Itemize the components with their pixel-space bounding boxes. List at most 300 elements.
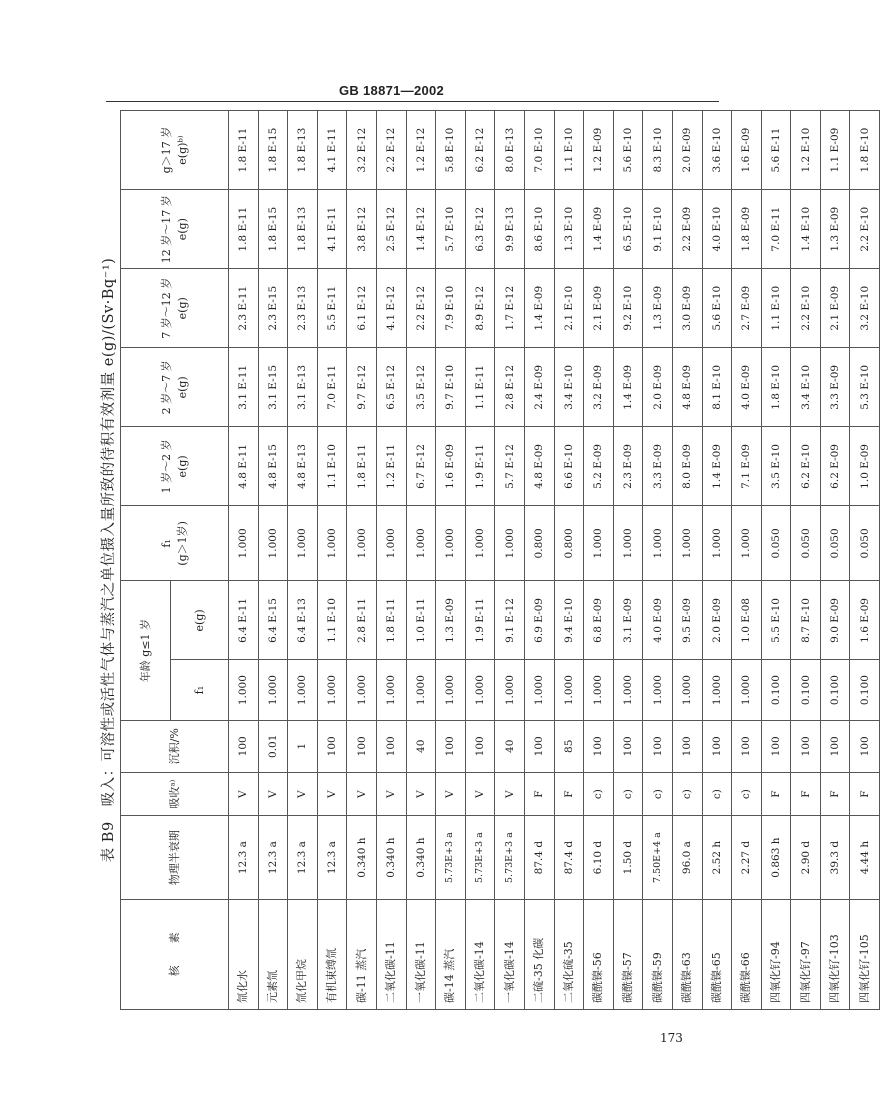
cell-e-12-17: 9.1 E-10 — [643, 190, 673, 269]
adult-header — [121, 111, 229, 190]
cell-e-adult: 1.8 E-10 — [850, 111, 880, 190]
cell-e-2-7: 3.4 E-10 — [791, 348, 821, 427]
cell-deposition: 100 — [761, 720, 791, 772]
cell-f1: 0.100 — [820, 660, 850, 720]
cell-absorption: c) — [672, 772, 702, 816]
cell-f1-older: 1.000 — [436, 506, 466, 581]
cell-e-infant: 3.1 E-09 — [613, 581, 643, 660]
cell-f1: 0.100 — [761, 660, 791, 720]
cell-e-2-7: 1.8 E-10 — [761, 348, 791, 427]
cell-f1-older: 0.050 — [761, 506, 791, 581]
table-row — [347, 111, 377, 1010]
cell-half-life: 5.73E+3 a — [465, 816, 495, 899]
cell-e-infant: 9.1 E-12 — [495, 581, 525, 660]
table-row — [229, 111, 259, 1010]
age-2-7-header — [121, 348, 229, 427]
cell-e-2-7: 5.3 E-10 — [850, 348, 880, 427]
cell-half-life: 4.44 h — [850, 816, 880, 899]
cell-f1: 1.000 — [495, 660, 525, 720]
cell-e-12-17: 9.9 E-13 — [495, 190, 525, 269]
cell-e-infant: 9.4 E-10 — [554, 581, 584, 660]
cell-e-adult: 1.2 E-12 — [406, 111, 436, 190]
cell-e-2-7: 8.1 E-10 — [702, 348, 732, 427]
cell-e-2-7: 7.0 E-11 — [317, 348, 347, 427]
cell-e-7-12: 2.3 E-15 — [258, 269, 288, 348]
cell-e-adult: 1.8 E-13 — [288, 111, 318, 190]
cell-deposition: 40 — [406, 720, 436, 772]
cell-f1: 1.000 — [732, 660, 762, 720]
cell-f1: 0.100 — [791, 660, 821, 720]
cell-e-1-2: 4.8 E-11 — [229, 427, 259, 506]
table-body — [229, 111, 880, 1010]
f1-infant-header: f₁ — [171, 660, 229, 720]
cell-half-life: 1.50 d — [613, 816, 643, 899]
cell-absorption: F — [524, 772, 554, 816]
cell-e-7-12: 2.3 E-13 — [288, 269, 318, 348]
cell-e-infant: 6.8 E-09 — [584, 581, 614, 660]
cell-deposition: 100 — [791, 720, 821, 772]
table-row — [436, 111, 466, 1010]
cell-e-adult: 4.1 E-11 — [317, 111, 347, 190]
cell-nuclide: 四氧化钌-103 — [820, 899, 850, 1009]
cell-absorption: V — [495, 772, 525, 816]
table-row — [672, 111, 702, 1010]
age-7-12-header — [121, 269, 229, 348]
f1-older-label: f₁ — [159, 539, 173, 548]
cell-absorption: V — [436, 772, 466, 816]
cell-f1: 1.000 — [376, 660, 406, 720]
cell-deposition: 100 — [672, 720, 702, 772]
cell-e-7-12: 1.3 E-09 — [643, 269, 673, 348]
cell-e-7-12: 2.1 E-09 — [820, 269, 850, 348]
table-row — [465, 111, 495, 1010]
cell-f1-older: 1.000 — [317, 506, 347, 581]
cell-nuclide: 二氧化硫-35 — [554, 899, 584, 1009]
cell-nuclide: 碳酰镍-65 — [702, 899, 732, 1009]
adult-label: g＞17 岁 — [159, 126, 173, 174]
cell-absorption: c) — [732, 772, 762, 816]
cell-e-7-12: 1.4 E-09 — [524, 269, 554, 348]
cell-e-12-17: 6.5 E-10 — [613, 190, 643, 269]
cell-e-adult: 2.0 E-09 — [672, 111, 702, 190]
cell-e-12-17: 1.3 E-10 — [554, 190, 584, 269]
cell-half-life: 87.4 d — [554, 816, 584, 899]
cell-nuclide: 一氧化碳-14 — [495, 899, 525, 1009]
cell-e-infant: 9.0 E-09 — [820, 581, 850, 660]
cell-absorption: c) — [613, 772, 643, 816]
cell-half-life: 12.3 a — [258, 816, 288, 899]
cell-e-1-2: 5.7 E-12 — [495, 427, 525, 506]
cell-e-2-7: 4.8 E-09 — [672, 348, 702, 427]
cell-f1-older: 1.000 — [643, 506, 673, 581]
cell-deposition: 100 — [524, 720, 554, 772]
table-title: 表 B9 吸入：可溶性或活性气体与蒸汽之单位摄入量所致的待积有效剂量 e(g)/(Sv·Bq⁻¹) — [101, 257, 117, 863]
cell-f1: 1.000 — [643, 660, 673, 720]
cell-nuclide: 碳-11 蒸汽 — [347, 899, 377, 1009]
cell-e-adult: 3.2 E-12 — [347, 111, 377, 190]
table-row — [376, 111, 406, 1010]
cell-e-12-17: 4.0 E-10 — [702, 190, 732, 269]
cell-deposition: 100 — [376, 720, 406, 772]
cell-half-life: 6.10 d — [584, 816, 614, 899]
cell-e-infant: 1.0 E-11 — [406, 581, 436, 660]
cell-f1: 1.000 — [584, 660, 614, 720]
cell-e-adult: 1.2 E-10 — [791, 111, 821, 190]
cell-half-life: 12.3 a — [288, 816, 318, 899]
cell-e-7-12: 7.9 E-10 — [436, 269, 466, 348]
cell-absorption: V — [317, 772, 347, 816]
cell-e-adult: 7.0 E-10 — [524, 111, 554, 190]
cell-e-adult: 5.6 E-10 — [613, 111, 643, 190]
cell-e-7-12: 1.7 E-12 — [495, 269, 525, 348]
cell-e-1-2: 1.1 E-10 — [317, 427, 347, 506]
table-row — [495, 111, 525, 1010]
cell-f1-older: 0.050 — [820, 506, 850, 581]
cell-f1-older: 1.000 — [376, 506, 406, 581]
cell-nuclide: 碳酰镍-57 — [613, 899, 643, 1009]
cell-e-7-12: 2.3 E-11 — [229, 269, 259, 348]
cell-e-adult: 8.3 E-10 — [643, 111, 673, 190]
cell-absorption: c) — [584, 772, 614, 816]
cell-deposition: 100 — [702, 720, 732, 772]
cell-deposition: 100 — [643, 720, 673, 772]
age-12-17-label: 12 岁～17 岁 — [159, 195, 173, 264]
dose-coefficient-table — [120, 110, 880, 1010]
cell-e-2-7: 3.1 E-11 — [229, 348, 259, 427]
cell-deposition: 100 — [465, 720, 495, 772]
table-row — [554, 111, 584, 1010]
cell-nuclide: 碳-14 蒸汽 — [436, 899, 466, 1009]
cell-half-life: 5.73E+3 a — [436, 816, 466, 899]
cell-deposition: 100 — [850, 720, 880, 772]
cell-e-adult: 6.2 E-12 — [465, 111, 495, 190]
cell-nuclide: 二氧化碳-11 — [376, 899, 406, 1009]
cell-e-adult: 2.2 E-12 — [376, 111, 406, 190]
cell-e-7-12: 2.2 E-10 — [791, 269, 821, 348]
cell-e-2-7: 9.7 E-12 — [347, 348, 377, 427]
cell-e-7-12: 5.5 E-11 — [317, 269, 347, 348]
deposition-header: 沉积/% — [121, 720, 229, 772]
cell-e-adult: 8.0 E-13 — [495, 111, 525, 190]
cell-absorption: V — [406, 772, 436, 816]
cell-e-1-2: 6.6 E-10 — [554, 427, 584, 506]
cell-e-1-2: 6.2 E-10 — [791, 427, 821, 506]
cell-e-2-7: 6.5 E-12 — [376, 348, 406, 427]
cell-half-life: 7.50E+4 a — [643, 816, 673, 899]
table-row — [613, 111, 643, 1010]
cell-f1: 1.000 — [702, 660, 732, 720]
cell-e-infant: 9.5 E-09 — [672, 581, 702, 660]
cell-e-1-2: 7.1 E-09 — [732, 427, 762, 506]
cell-e-2-7: 3.1 E-15 — [258, 348, 288, 427]
cell-e-infant: 8.7 E-10 — [791, 581, 821, 660]
cell-nuclide: 碳酰镍-63 — [672, 899, 702, 1009]
cell-e-7-12: 3.2 E-10 — [850, 269, 880, 348]
cell-f1: 1.000 — [524, 660, 554, 720]
cell-nuclide: 碳酰镍-56 — [584, 899, 614, 1009]
eg-infant-header: e(g) — [171, 581, 229, 660]
cell-e-2-7: 1.1 E-11 — [465, 348, 495, 427]
age-1-2-eg: e(g) — [175, 455, 189, 478]
cell-f1-older: 1.000 — [672, 506, 702, 581]
cell-f1: 1.000 — [406, 660, 436, 720]
cell-e-1-2: 4.8 E-13 — [288, 427, 318, 506]
cell-nuclide: 四氧化钌-105 — [850, 899, 880, 1009]
cell-nuclide: 一氧化碳-11 — [406, 899, 436, 1009]
cell-e-adult: 5.6 E-11 — [761, 111, 791, 190]
cell-e-adult: 3.6 E-10 — [702, 111, 732, 190]
cell-absorption: F — [791, 772, 821, 816]
cell-deposition: 85 — [554, 720, 584, 772]
cell-half-life: 0.340 h — [376, 816, 406, 899]
cell-f1: 1.000 — [347, 660, 377, 720]
cell-half-life: 39.3 d — [820, 816, 850, 899]
cell-absorption: c) — [643, 772, 673, 816]
cell-e-infant: 4.0 E-09 — [643, 581, 673, 660]
cell-f1: 1.000 — [258, 660, 288, 720]
cell-e-1-2: 8.0 E-09 — [672, 427, 702, 506]
f1-older-sublabel: (g＞1岁) — [175, 521, 189, 566]
cell-e-12-17: 5.7 E-10 — [436, 190, 466, 269]
cell-e-infant: 5.5 E-10 — [761, 581, 791, 660]
cell-e-infant: 6.9 E-09 — [524, 581, 554, 660]
cell-e-adult: 1.1 E-10 — [554, 111, 584, 190]
cell-e-infant: 1.0 E-08 — [732, 581, 762, 660]
cell-e-12-17: 1.8 E-15 — [258, 190, 288, 269]
cell-deposition: 100 — [347, 720, 377, 772]
cell-e-2-7: 3.4 E-10 — [554, 348, 584, 427]
cell-deposition: 100 — [436, 720, 466, 772]
cell-e-12-17: 1.3 E-09 — [820, 190, 850, 269]
cell-e-adult: 1.2 E-09 — [584, 111, 614, 190]
cell-half-life: 0.340 h — [347, 816, 377, 899]
cell-f1: 1.000 — [288, 660, 318, 720]
cell-f1: 1.000 — [229, 660, 259, 720]
cell-absorption: V — [465, 772, 495, 816]
cell-e-7-12: 2.7 E-09 — [732, 269, 762, 348]
cell-half-life: 0.340 h — [406, 816, 436, 899]
table-row — [288, 111, 318, 1010]
standard-code: GB 18871—2002 — [339, 83, 445, 98]
cell-f1: 1.000 — [554, 660, 584, 720]
cell-e-adult: 1.8 E-15 — [258, 111, 288, 190]
cell-e-7-12: 8.9 E-12 — [465, 269, 495, 348]
cell-e-2-7: 9.7 E-10 — [436, 348, 466, 427]
table-row — [732, 111, 762, 1010]
cell-e-12-17: 8.6 E-10 — [524, 190, 554, 269]
cell-f1-older: 0.050 — [791, 506, 821, 581]
cell-e-1-2: 3.3 E-09 — [643, 427, 673, 506]
cell-f1: 1.000 — [436, 660, 466, 720]
cell-absorption: V — [258, 772, 288, 816]
cell-f1-older: 1.000 — [702, 506, 732, 581]
cell-e-12-17: 2.2 E-09 — [672, 190, 702, 269]
cell-e-12-17: 2.2 E-10 — [850, 190, 880, 269]
cell-f1-older: 1.000 — [258, 506, 288, 581]
cell-e-12-17: 1.8 E-13 — [288, 190, 318, 269]
cell-e-1-2: 5.2 E-09 — [584, 427, 614, 506]
cell-e-infant: 6.4 E-11 — [229, 581, 259, 660]
cell-e-2-7: 3.5 E-12 — [406, 348, 436, 427]
cell-e-adult: 1.8 E-11 — [229, 111, 259, 190]
cell-e-12-17: 1.4 E-09 — [584, 190, 614, 269]
infant-age-header: 年龄 g≤1 岁 — [121, 581, 171, 720]
cell-absorption: F — [850, 772, 880, 816]
cell-half-life: 2.90 d — [791, 816, 821, 899]
cell-nuclide: 四氧化钌-94 — [761, 899, 791, 1009]
adult-eg: e(g)ᵇ⁾ — [175, 135, 189, 165]
cell-deposition: 100 — [732, 720, 762, 772]
table-row — [524, 111, 554, 1010]
table-row — [850, 111, 880, 1010]
absorption-header: 吸收ᵃ⁾ — [121, 772, 229, 816]
cell-deposition: 100 — [584, 720, 614, 772]
cell-e-12-17: 2.5 E-12 — [376, 190, 406, 269]
table-row — [406, 111, 436, 1010]
table-row — [702, 111, 732, 1010]
cell-f1: 1.000 — [317, 660, 347, 720]
cell-f1-older: 0.800 — [554, 506, 584, 581]
cell-nuclide: 碳酰镍-66 — [732, 899, 762, 1009]
rotated-table-block — [98, 110, 871, 1010]
cell-f1-older: 1.000 — [347, 506, 377, 581]
cell-half-life: 0.863 h — [761, 816, 791, 899]
cell-half-life: 12.3 a — [229, 816, 259, 899]
cell-e-7-12: 4.1 E-12 — [376, 269, 406, 348]
table-row — [791, 111, 821, 1010]
cell-deposition: 40 — [495, 720, 525, 772]
cell-e-infant: 1.3 E-09 — [436, 581, 466, 660]
cell-e-2-7: 2.0 E-09 — [643, 348, 673, 427]
cell-nuclide: 有机束缚氚 — [317, 899, 347, 1009]
cell-e-1-2: 6.2 E-09 — [820, 427, 850, 506]
half-life-header: 物理半衰期 — [121, 816, 229, 899]
cell-half-life: 2.52 h — [702, 816, 732, 899]
table-row — [584, 111, 614, 1010]
cell-absorption: F — [820, 772, 850, 816]
cell-e-infant: 1.8 E-11 — [376, 581, 406, 660]
cell-e-7-12: 1.1 E-10 — [761, 269, 791, 348]
cell-e-7-12: 2.2 E-12 — [406, 269, 436, 348]
cell-e-2-7: 3.1 E-13 — [288, 348, 318, 427]
age-2-7-eg: e(g) — [175, 376, 189, 399]
cell-absorption: V — [376, 772, 406, 816]
cell-e-2-7: 4.0 E-09 — [732, 348, 762, 427]
cell-nuclide: 碳酰镍-59 — [643, 899, 673, 1009]
cell-e-infant: 2.8 E-11 — [347, 581, 377, 660]
table-row — [258, 111, 288, 1010]
table-row — [643, 111, 673, 1010]
cell-e-2-7: 2.8 E-12 — [495, 348, 525, 427]
cell-f1: 0.100 — [850, 660, 880, 720]
cell-f1-older: 0.050 — [850, 506, 880, 581]
cell-half-life: 12.3 a — [317, 816, 347, 899]
cell-e-infant: 2.0 E-09 — [702, 581, 732, 660]
cell-half-life: 96.0 a — [672, 816, 702, 899]
cell-e-7-12: 2.1 E-09 — [584, 269, 614, 348]
cell-e-12-17: 4.1 E-11 — [317, 190, 347, 269]
cell-e-adult: 1.1 E-09 — [820, 111, 850, 190]
cell-e-1-2: 1.4 E-09 — [702, 427, 732, 506]
cell-f1: 1.000 — [672, 660, 702, 720]
cell-f1-older: 1.000 — [732, 506, 762, 581]
cell-deposition: 100 — [229, 720, 259, 772]
table-row — [317, 111, 347, 1010]
cell-e-2-7: 1.4 E-09 — [613, 348, 643, 427]
cell-f1: 1.000 — [465, 660, 495, 720]
cell-e-1-2: 6.7 E-12 — [406, 427, 436, 506]
cell-f1-older: 1.000 — [495, 506, 525, 581]
cell-absorption: V — [288, 772, 318, 816]
cell-e-12-17: 6.3 E-12 — [465, 190, 495, 269]
cell-e-infant: 1.9 E-11 — [465, 581, 495, 660]
cell-absorption: V — [347, 772, 377, 816]
age-7-12-eg: e(g) — [175, 297, 189, 320]
cell-half-life: 2.27 d — [732, 816, 762, 899]
cell-e-12-17: 1.4 E-10 — [791, 190, 821, 269]
cell-e-adult: 5.8 E-10 — [436, 111, 466, 190]
cell-e-1-2: 2.3 E-09 — [613, 427, 643, 506]
cell-f1-older: 1.000 — [584, 506, 614, 581]
cell-e-1-2: 1.2 E-11 — [376, 427, 406, 506]
cell-f1-older: 1.000 — [613, 506, 643, 581]
nuclide-header: 核 素 — [121, 899, 229, 1009]
age-2-7-label: 2 岁～7 岁 — [159, 360, 173, 415]
f1-older-header — [121, 506, 229, 581]
cell-half-life: 87.4 d — [524, 816, 554, 899]
cell-e-7-12: 3.0 E-09 — [672, 269, 702, 348]
cell-half-life: 5.73E+3 a — [495, 816, 525, 899]
cell-e-1-2: 1.8 E-11 — [347, 427, 377, 506]
cell-e-1-2: 1.0 E-09 — [850, 427, 880, 506]
cell-e-1-2: 3.5 E-10 — [761, 427, 791, 506]
table-row — [820, 111, 850, 1010]
cell-e-12-17: 1.4 E-12 — [406, 190, 436, 269]
cell-nuclide: 元素氚 — [258, 899, 288, 1009]
cell-absorption: F — [554, 772, 584, 816]
cell-e-12-17: 1.8 E-09 — [732, 190, 762, 269]
cell-e-1-2: 4.8 E-09 — [524, 427, 554, 506]
age-12-17-header — [121, 190, 229, 269]
cell-f1-older: 1.000 — [465, 506, 495, 581]
header-rule — [106, 101, 719, 102]
cell-nuclide: 二硫-35 化碳 — [524, 899, 554, 1009]
cell-f1-older: 1.000 — [406, 506, 436, 581]
cell-e-infant: 6.4 E-13 — [288, 581, 318, 660]
cell-absorption: V — [229, 772, 259, 816]
age-7-12-label: 7 岁～12 岁 — [159, 277, 173, 339]
cell-e-7-12: 9.2 E-10 — [613, 269, 643, 348]
page-number: 173 — [660, 1031, 683, 1045]
cell-e-2-7: 2.4 E-09 — [524, 348, 554, 427]
cell-e-adult: 1.6 E-09 — [732, 111, 762, 190]
cell-e-infant: 1.6 E-09 — [850, 581, 880, 660]
cell-nuclide: 四氧化钌-97 — [791, 899, 821, 1009]
cell-e-7-12: 5.6 E-10 — [702, 269, 732, 348]
age-12-17-eg: e(g) — [175, 218, 189, 241]
cell-e-12-17: 3.8 E-12 — [347, 190, 377, 269]
age-1-2-label: 1 岁～2 岁 — [159, 439, 173, 494]
table-row — [761, 111, 791, 1010]
cell-e-infant: 6.4 E-15 — [258, 581, 288, 660]
cell-deposition: 1 — [288, 720, 318, 772]
cell-e-infant: 1.1 E-10 — [317, 581, 347, 660]
cell-f1-older: 0.800 — [524, 506, 554, 581]
cell-f1: 1.000 — [613, 660, 643, 720]
cell-e-12-17: 7.0 E-11 — [761, 190, 791, 269]
cell-nuclide: 二氧化碳-14 — [465, 899, 495, 1009]
cell-e-1-2: 1.9 E-11 — [465, 427, 495, 506]
